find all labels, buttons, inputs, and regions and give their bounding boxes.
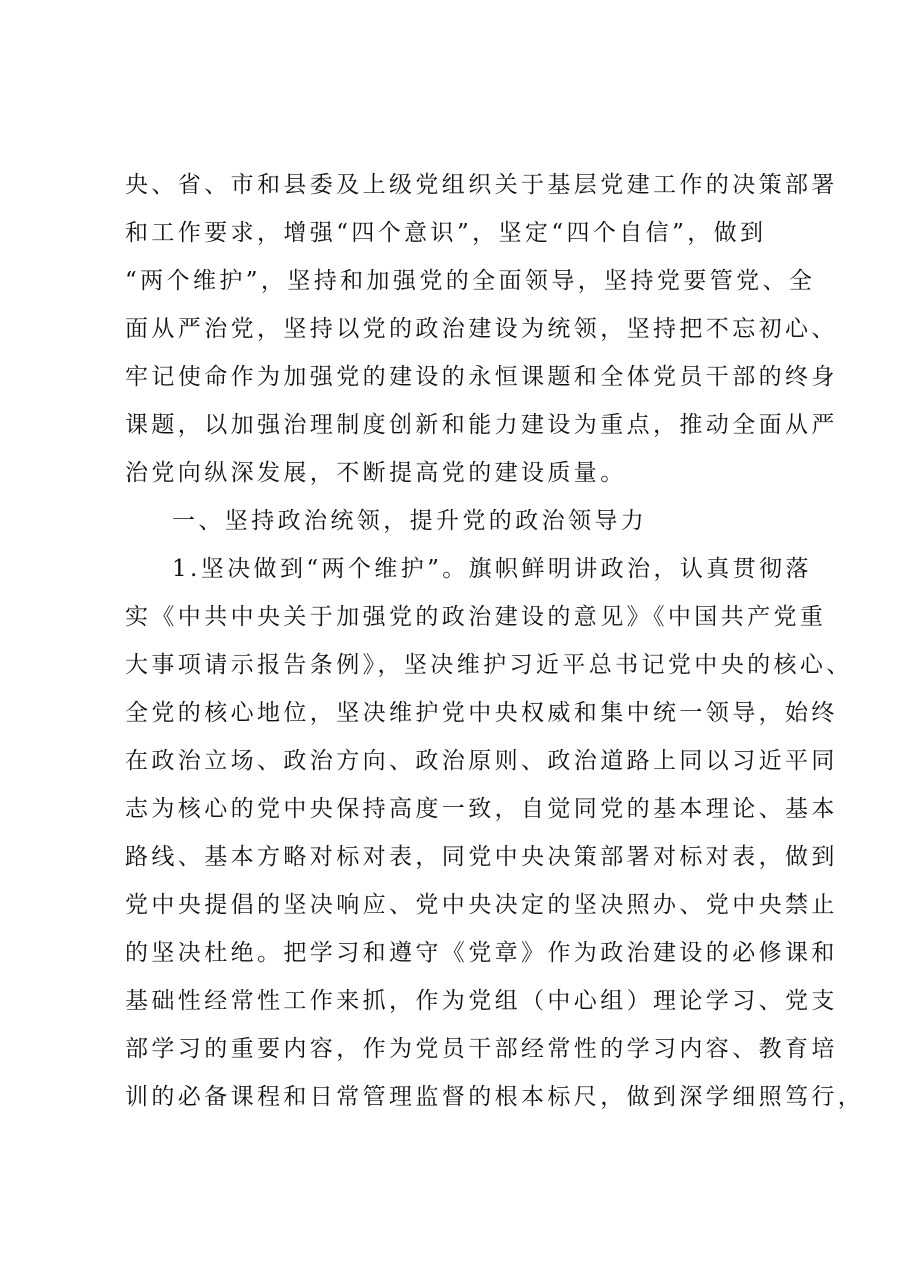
text-line: 1.坚决做到“两个维护”。旗帜鲜明讲政治，认真贯彻落 [172,556,812,582]
text-line: 路线、基本方略对标对表，同党中央决策部署对标对表，做到 [125,844,838,870]
text-line: 志为核心的党中央保持高度一致，自觉同党的基本理论、基本 [125,796,838,822]
text-line: 基础性经常性工作来抓，作为党组（中心组）理论学习、党支 [125,988,838,1014]
text-line: 全党的核心地位，坚决维护党中央权威和集中统一领导，始终 [125,700,838,726]
text-line: 央、省、市和县委及上级党组织关于基层党建工作的决策部署 [125,172,838,198]
text-line: 的坚决杜绝。把学习和遵守《党章》作为政治建设的必修课和 [125,940,838,966]
text-line: “两个维护”，坚持和加强党的全面领导，坚持党要管党、全 [125,268,816,294]
text-line: 实《中共中央关于加强党的政治建设的意见》《中国共产党重 [125,604,827,630]
text-line: 大事项请示报告条例》，坚决维护习近平总书记党中央的核心、 [125,652,853,678]
section-heading: 一、坚持政治统领，提升党的政治领导力 [172,508,648,534]
text-line: 课题，以加强治理制度创新和能力建设为重点，推动全面从严 [125,412,838,438]
text-line: 党中央提倡的坚决响应、党中央决定的坚决照办、党中央禁止 [125,892,838,918]
text-line: 部学习的重要内容，作为党员干部经常性的学习内容、教育培 [125,1036,838,1062]
text-line: 治党向纵深发展，不断提高党的建设质量。 [125,460,627,486]
text-line: 牢记使命作为加强党的建设的永恒课题和全体党员干部的终身 [125,364,838,390]
text-line: 在政治立场、政治方向、政治原则、政治道路上同以习近平同 [125,748,838,774]
text-line: 训的必备课程和日常管理监督的根本标尺，做到深学细照笃行， [125,1084,865,1110]
text-line: 面从严治党，坚持以党的政治建设为统领，坚持把不忘初心、 [125,316,838,342]
text-line: 和工作要求，增强“四个意识”，坚定“四个自信”，做到 [125,220,767,246]
